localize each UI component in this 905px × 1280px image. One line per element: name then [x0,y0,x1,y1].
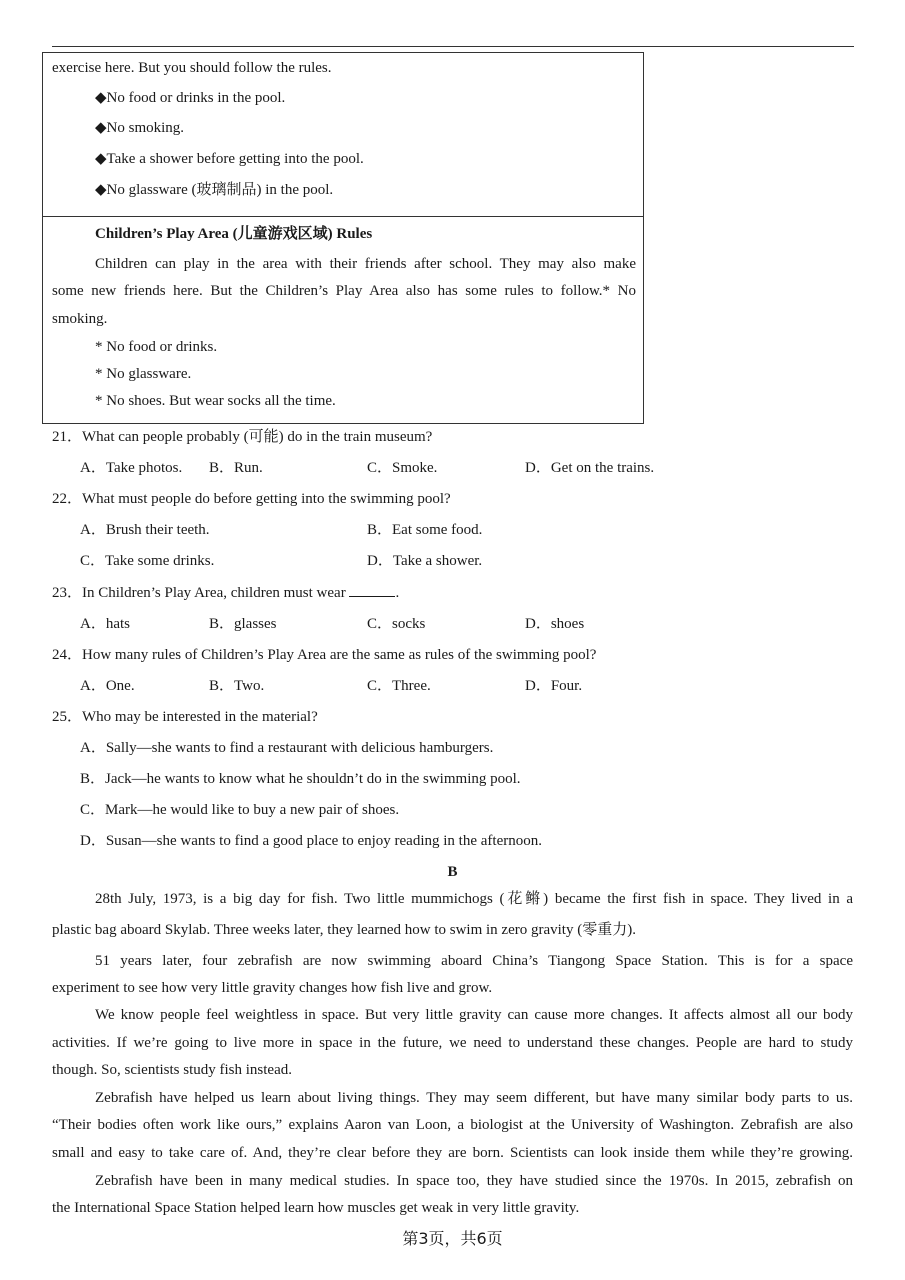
pool-rule: ◆No smoking. [95,120,185,136]
passage-line: small and easy to take care of. And, they’re clear before they are born. Scientists can look inside them while they’re growing. [52,1145,853,1161]
q23-option-d: D．shoes [525,616,585,632]
q21-option-b: B．Run. [209,460,263,476]
q21-option-d: D．Get on the trains. [525,460,655,476]
q24-option-b: B．Two. [209,678,265,694]
header-rule [52,46,854,47]
q25-option-b: B．Jack—he wants to know what he shouldn’t do in the swimming pool. [80,771,521,787]
q24-option-a: A．One. [80,678,135,694]
passage-line: though. So, scientists study fish instead. [52,1062,292,1078]
question-22-stem: 22．What must people do before getting into the swimming pool? [52,491,451,507]
q24-option-d: D．Four. [525,678,583,694]
passage-line: “Their bodies often work like ours,” explains Aaron van Loon, a biologist at the University of Washington. Zebrafish are also [52,1117,853,1133]
play-area-text-line: smoking. [52,311,108,327]
q23-stem-text: 23．In Children’s Play Area, children must wear [52,585,350,601]
pool-rule: ◆No glassware (玻璃制品) in the pool. [95,182,334,198]
pool-rule: ◆Take a shower before getting into the pool. [95,151,364,167]
q22-option-d: D．Take a shower. [367,553,483,569]
play-area-rule: * No shoes. But wear socks all the time. [95,393,336,409]
q22-option-c: C．Take some drinks. [80,553,215,569]
q21-option-a: A．Take photos. [80,460,183,476]
pool-intro-text: exercise here. But you should follow the rules. [52,60,332,76]
q22-option-a: A．Brush their teeth. [80,522,210,538]
question-25-stem: 25．Who may be interested in the material? [52,709,318,725]
question-23-stem [52,582,399,603]
q24-option-c: C．Three. [367,678,431,694]
q25-option-d: D．Susan—she wants to find a good place to enjoy reading in the afternoon. [80,833,542,849]
pool-rule: ◆No food or drinks in the pool. [95,90,286,106]
page-number: 第3页，共6页 [402,1229,503,1248]
table-divider [43,216,643,217]
q23-option-a: A．hats [80,616,130,632]
passage-line: activities. If we’re going to live more in space in the future, we need to understand these changes. People are hard to study [52,1035,853,1051]
q23-option-b: B．glasses [209,616,277,632]
q23-stem-end: . [395,585,400,601]
q21-option-c: C．Smoke. [367,460,438,476]
play-area-text-line: some new friends here. But the Children’s Play Area also has some rules to follow.* No [52,283,636,299]
q22-option-b: B．Eat some food. [367,522,483,538]
question-21-stem: 21．What can people probably (可能) do in the train museum? [52,429,433,445]
passage-line: 28th July, 1973, is a big day for fish. Two little mummichogs (花鳉) became the first fish in space. They lived in a [95,891,853,907]
passage-line: experiment to see how very little gravity changes how fish live and grow. [52,980,493,996]
passage-line: Zebrafish have helped us learn about living things. They may seem different, but have many similar body parts to us. [95,1090,853,1106]
play-area-text-line: Children can play in the area with their friends after school. They may also make [95,256,636,272]
passage-line: the International Space Station helped learn how muscles get weak in very little gravity. [52,1200,580,1216]
passage-line: 51 years later, four zebrafish are now swimming aboard China’s Tiangong Space Station. This is for a space [95,953,853,969]
play-area-rule: * No food or drinks. [95,339,218,355]
passage-line: plastic bag aboard Skylab. Three weeks later, they learned how to swim in zero gravity (零重力). [52,922,636,938]
q25-option-c: C．Mark—he would like to buy a new pair of shoes. [80,802,400,818]
passage-line: We know people feel weightless in space. But very little gravity can cause more changes. It affects almost all our body [95,1007,853,1023]
q23-option-c: C．socks [367,616,426,632]
answer-blank [349,582,395,597]
question-24-stem: 24．How many rules of Children’s Play Area are the same as rules of the swimming pool? [52,647,597,663]
section-heading-b: B [447,864,458,880]
play-area-title: Children’s Play Area (儿童游戏区域) Rules [95,226,373,242]
passage-line: Zebrafish have been in many medical studies. In space too, they have studied since the 1970s. In 2015, zebrafish on [95,1173,853,1189]
q25-option-a: A．Sally—she wants to find a restaurant with delicious hamburgers. [80,740,494,756]
play-area-rule: * No glassware. [95,366,192,382]
